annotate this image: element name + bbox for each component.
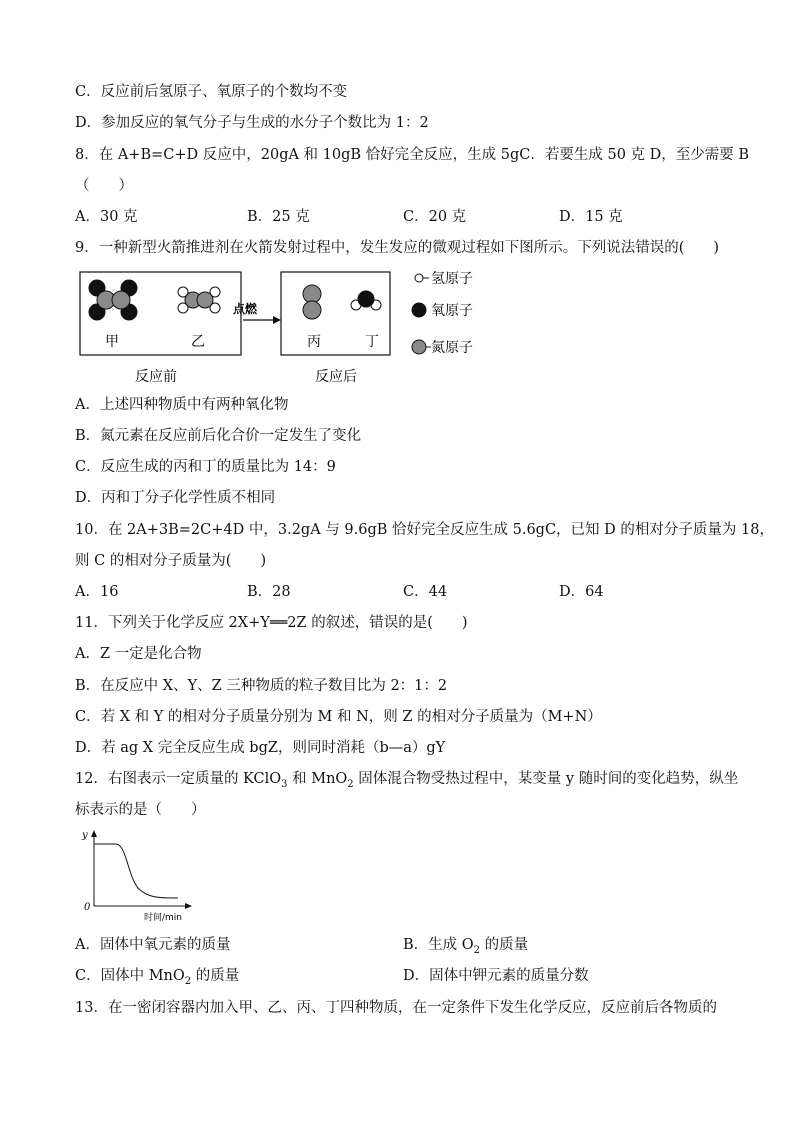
q8-option-a: A．30 克 — [75, 209, 138, 225]
q13-stem: 13．在一密闭容器内加入甲、乙、丙、丁四种物质，在一定条件下发生化学反应，反应前后各物质的 — [75, 1000, 717, 1016]
y-axis-arrow — [91, 830, 97, 837]
q10-stem-2: 则 C 的相对分子质量为( ) — [75, 553, 267, 569]
q12-stem: 12．右图表示一定质量的 KClO$_3$ 和 MnO$_2$ 固体混合物受热过程中，某变量 y 随时间的变化趋势，纵坐 — [75, 771, 739, 790]
q8-option-c: C．20 克 — [403, 209, 467, 225]
q10-option-b: B．28 — [247, 584, 291, 600]
q11-option-b: B．在反应中 X、Y、Z 三种物质的粒子数目比为 2：1：2 — [75, 678, 448, 694]
q11-option-c: C．若 X 和 Y 的相对分子质量分别为 M 和 N，则 Z 的相对分子质量为（M+N） — [75, 709, 602, 725]
q9-option-b: B．氮元素在反应前后化合价一定发生了变化 — [75, 428, 362, 444]
svg-text:氮原子: 氮原子 — [431, 340, 473, 356]
label-yi: 乙 — [191, 334, 205, 350]
q12-option-c: C．固体中 MnO$_2$ 的质量 — [75, 968, 240, 987]
legend-oxygen — [412, 303, 473, 319]
molecule-yi — [178, 287, 220, 313]
q9-option-a: A．上述四种物质中有两种氧化物 — [75, 397, 289, 413]
legend-nitrogen — [412, 340, 473, 356]
q9-option-d: D．丙和丁分子化学性质不相同 — [75, 490, 276, 506]
y-label: y — [82, 830, 88, 841]
reaction-arrowhead — [273, 316, 281, 324]
x-axis-arrow — [185, 903, 192, 909]
label-bing: 丙 — [307, 334, 321, 350]
q12-option-d: D．固体中钾元素的质量分数 — [403, 968, 589, 984]
q7-option-c: C．反应前后氢原子、氧原子的个数均不变 — [75, 84, 348, 100]
q12-stem-2: 标表示的是（ ） — [75, 802, 206, 818]
q8-option-b: B．25 克 — [247, 209, 310, 225]
q10-option-a: A．16 — [75, 584, 119, 600]
q11-option-a: A．Z 一定是化合物 — [75, 646, 202, 662]
q8-stem: 8．在 A+B=C+D 反应中，20gA 和 10gB 恰好完全反应，生成 5gC．若要生成 50 克 D，至少需要 B — [75, 147, 750, 163]
q10-option-c: C．44 — [403, 584, 448, 600]
q8-option-d: D．15 克 — [559, 209, 623, 225]
legend-hydrogen — [415, 271, 473, 287]
q12-graph — [78, 826, 198, 926]
origin-label: 0 — [84, 902, 91, 913]
caption-after: 反应后 — [315, 369, 357, 385]
q8-stem-paren: （ ） — [75, 178, 133, 194]
q7-option-d: D．参加反应的氧气分子与生成的水分子个数比为 1：2 — [75, 115, 429, 131]
label-ding: 丁 — [365, 334, 379, 350]
q9-option-c: C．反应生成的丙和丁的质量比为 14：9 — [75, 459, 336, 475]
arrow-text: 点燃 — [233, 302, 258, 316]
molecule-bing — [303, 285, 321, 319]
caption-before: 反应前 — [135, 369, 177, 385]
q12-option-b: B．生成 $O_2$ 的质量 — [403, 937, 529, 956]
svg-text:氧原子: 氧原子 — [431, 303, 473, 319]
curve — [94, 844, 178, 898]
svg-text:氢原子: 氢原子 — [431, 271, 473, 287]
q9-reaction-diagram — [75, 268, 495, 388]
q10-stem: 10．在 2A+3B=2C+4D 中，3.2gA 与 9.6gB 恰好完全反应生成 5.6gC，已知 D 的相对分子质量为 18， — [75, 522, 774, 538]
label-jia: 甲 — [105, 334, 119, 350]
molecule-jia — [89, 280, 137, 320]
molecule-ding — [351, 291, 381, 310]
q11-option-d: D．若 ag X 完全反应生成 bgZ，则同时消耗（b—a）gY — [75, 740, 446, 756]
q12-option-a: A．固体中氧元素的质量 — [75, 937, 231, 953]
q10-option-d: D．64 — [559, 584, 604, 600]
q11-stem: 11．下列关于化学反应 2X+Y══2Z 的叙述，错误的是( ) — [75, 615, 468, 631]
q9-stem: 9．一种新型火箭推进剂在火箭发射过程中，发生发应的微观过程如下图所示。下列说法错误的( ) — [75, 240, 720, 256]
x-label: 时间/min — [144, 913, 183, 923]
